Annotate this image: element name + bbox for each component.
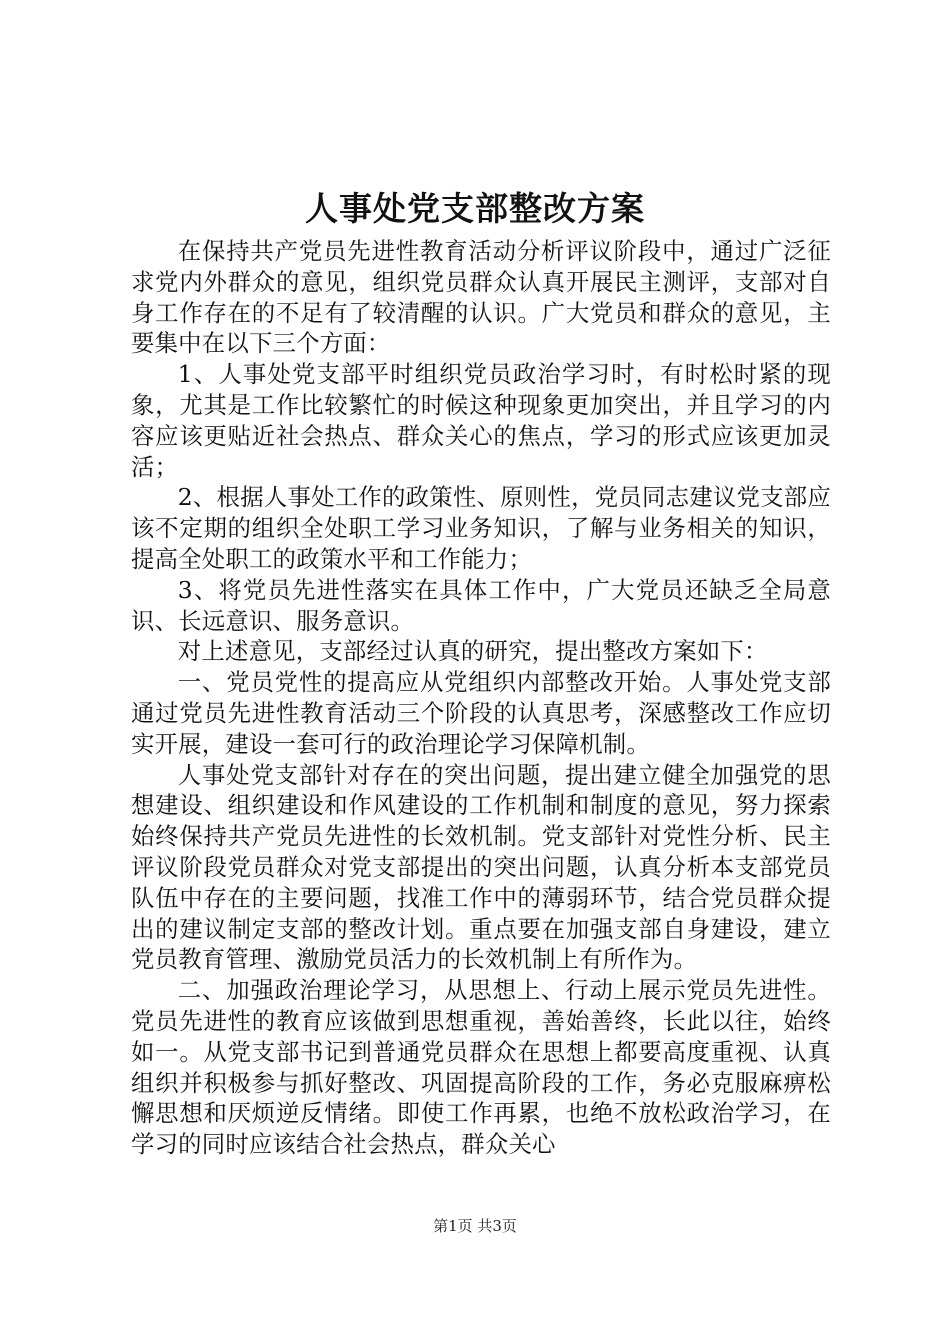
paragraph-section-1: 一、党员党性的提高应从党组织内部整改开始。人事处党支部通过党员先进性教育活动三个阶段的认真思考，深感整改工作应切实开展，建设一套可行的政治理论学习保障机制。 — [131, 668, 831, 758]
paragraph-transition: 对上述意见，支部经过认真的研究，提出整改方案如下： — [177, 637, 768, 666]
paragraph-item-3: 3、将党员先进性落实在具体工作中，广大党员还缺乏全局意识、长远意识、服务意识。 — [131, 575, 831, 635]
document-title: 人事处党支部整改方案 — [305, 189, 645, 228]
paragraph-section-1-detail: 人事处党支部针对存在的突出问题，提出建立健全加强党的思想建设、组织建设和作风建设的工作机制和制度的意见，努力探索始终保持共产党员先进性的长效机制。党支部针对党性分析、民主评议阶段党员群众对党支部提出的突出问题，认真分析本支部党员队伍中存在的主要问题，找准工作中的薄弱环节，结合党员群众提出的建议制定支部的整改计划。重点要在加强支部自身建设，建立党员教育管理、激励党员活力的长效机制上有所作为。 — [131, 760, 831, 974]
paragraph-item-2: 2、根据人事处工作的政策性、原则性，党员同志建议党支部应该不定期的组织全处职工学习业务知识，了解与业务相关的知识，提高全处职工的政策水平和工作能力； — [131, 483, 831, 573]
page-number-footer: 第1页 共3页 — [433, 1217, 517, 1235]
document-body — [131, 236, 831, 1160]
paragraph-section-2: 二、加强政治理论学习，从思想上、行动上展示党员先进性。党员先进性的教育应该做到思想重视，善始善终，长此以往，始终如一。从党支部书记到普通党员群众在思想上都要高度重视、认真组织并积极参与抓好整改、巩固提高阶段的工作，务必克服麻痹松懈思想和厌烦逆反情绪。即使工作再累，也绝不放松政治学习，在学习的同时应该结合社会热点，群众关心 — [131, 976, 831, 1159]
paragraph-item-1: 1、人事处党支部平时组织党员政治学习时，有时松时紧的现象，尤其是工作比较繁忙的时候这种现象更加突出，并且学习的内容应该更贴近社会热点、群众关心的焦点，学习的形式应该更加灵活； — [131, 360, 831, 481]
paragraph-intro: 在保持共产党员先进性教育活动分析评议阶段中，通过广泛征求党内外群众的意见，组织党员群众认真开展民主测评，支部对自身工作存在的不足有了较清醒的认识。广大党员和群众的意见，主要集中在以下三个方面： — [131, 237, 831, 358]
